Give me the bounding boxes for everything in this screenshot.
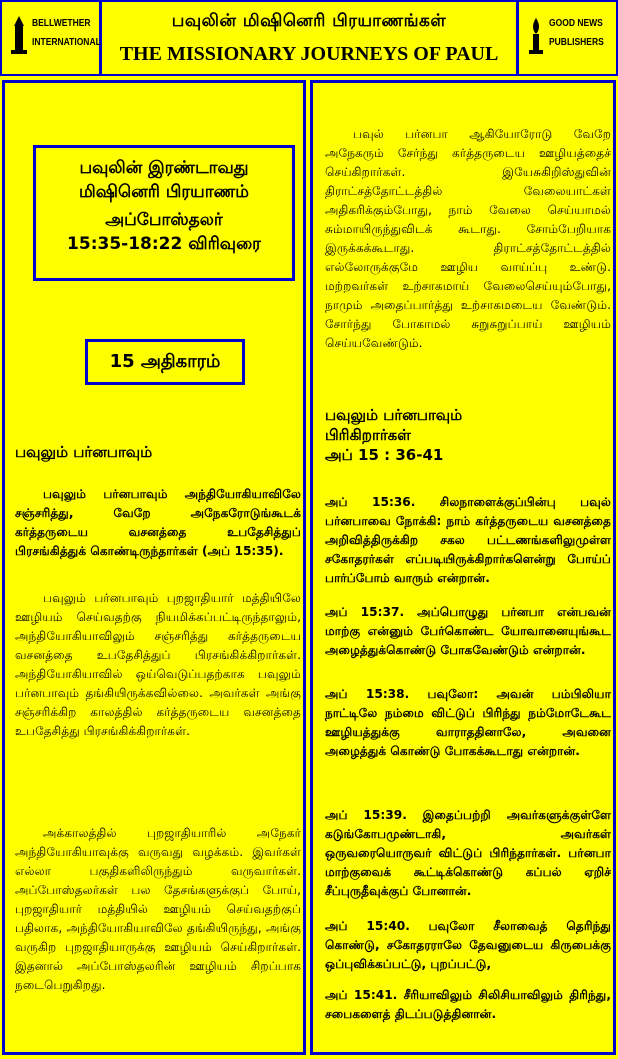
english-title: THE MISSIONARY JOURNEYS OF PAUL [119,43,499,65]
left-logo-line1: BELLWETHER [32,18,91,29]
left-column [2,80,306,1055]
verse-37: அப் 15:37. அப்பொழுது பர்னபா என்பவன் மாற்கு என்னும் பேர்கொண்ட யோவானையுங்கூட அழைத்துக்கொண்டு போகவேண்டும் என்றான். [325,605,611,657]
title-line2: மிஷினெரி பிரயாணம் [79,182,249,202]
page-header [0,0,618,76]
right-logo-line1: GOOD NEWS [549,18,603,29]
left-logo-line2: INTERNATIONAL [32,37,101,48]
verse-40: அப் 15:40. பவுலோ சீலாவைத் தெரிந்து கொண்டு, சகோதரராலே தேவனுடைய கிருபைக்கு ஒப்புவிக்கப்பட்டு, புறப்பட்டு, [325,919,611,971]
verse-36: அப் 15:36. சிலநாளைக்குப்பின்பு பவுல் பர்னபாவை நோக்கி: நாம் கர்த்தருடைய வசனத்தை அறிவித்திருக்கிற சகல பட்டணங்களிலுமுள்ள சகோதரர்கள் எப்படியிருக்கிறார்களென்று போய்ப் பார்ப்போம் வாரும் என்றான். [325,495,611,585]
title-line3: அப்போஸ்தலர் [105,210,223,230]
right-heading-line3: அப் 15 : 36-41 [325,446,444,464]
section-heading: பவுலும் பர்னபாவும் [15,443,153,461]
paragraph-3: அக்காலத்தில் புறஜாதியாரில் அநேகர் அந்தியோகியாவுக்கு வருவது வழக்கம். இவர்கள் எல்லா பகுதிகளிலிருந்தும் வருவார்கள். அப்போஸ்தலர்கள் பல தேசங்களுக்குப் போய், புறஜாதியார் மத்தியில் ஊழியம் செய்வதற்குப் பதிலாக, அந்தியோகியாவிலே தங்கியிருந்து, அங்கு வருகிற புறஜாதியாருக்கு ஊழியம் செய்கிறார்கள். இதனால் அப்போஸ்தலரின் ஊழியம் சிறப்பாக நடைபெறுகிறது. [15,826,301,992]
tamil-title: பவுலின் மிஷினெரி பிரயாணங்கள் [171,11,447,31]
right-heading-line2: பிரிகிறார்கள் [325,426,411,444]
verse-39: அப் 15:39. இதைப்பற்றி அவர்களுக்குள்ளே கடுங்கோபமுண்டாகி, அவர்கள் ஒருவரையொருவர் விட்டுப் பிரிந்தார்கள். பர்னபா மாற்குவைக் கூட்டிக்கொண்டு கப்பல் ஏறிச் சீப்புருதீவுக்குப் போனான். [325,808,611,898]
verse-41: அப் 15:41. சீரியாவிலும் சிலிசியாவிலும் திரிந்து, சபைகளைத் திடப்படுத்தினான். [325,988,611,1021]
paragraph-2: பவுலும் பர்னபாவும் புறஜாதியார் மத்தியிலே ஊழியம் செய்வதற்கு நியமிக்கப்பட்டிருந்தாலும், அந்தியோகியாவிலும் சஞ்சரித்து கர்த்தருடைய வசனத்தை உபதேசித்துப் பிரசங்கிக்கிறார்கள். அந்தியோகியாவில் ஒய்வெடுப்பதற்காக பவுலும் பர்னபாவும் தங்கியிருக்கவில்லை. அவர்கள் அங்கு சஞ்சரிக்கிற காலத்தில் கர்த்தருடைய வசனத்தை உபதேசித்து பிரசங்கிக்கிறார்கள். [15,591,301,738]
header-titles [102,2,516,74]
journey-title-box [33,145,295,281]
lamp-icon [527,16,545,56]
right-paragraph-1: பவுல் பர்னபா ஆகியோரோடு வேறே அநேகரும் சேர்ந்து கர்த்தருடைய ஊழியத்தைச் செய்கிறார்கள். இயேசுகிறிஸ்துவின் திராட்சத்தோட்டத்தில் வேலையாட்கள் அதிகரிக்கும்போது, நாம் வேலை செய்யாமல் சும்மாயிருந்துவிடக் கூடாது. சோம்பேறியாக இருக்கக்கூடாது. திராட்சத்தோட்டத்தில் எல்லோருக்குமே ஊழிய வாய்ப்பு உண்டு. மற்றவர்கள் உற்சாகமாய் வேலைசெய்யும்போது, நாமும் அதைப்பார்த்து உற்சாகமடைய வேண்டும். சோர்ந்து போகாமல் சுறுசுறுப்பாய் ஊழியம் செய்யவேண்டும். [325,127,611,350]
chapter-box: 15 அதிகாரம் [85,339,245,385]
right-heading [325,405,611,465]
paragraph-intro: பவுலும் பர்னபாவும் அந்தியோகியாவிலே சஞ்சரித்து, வேறே அநேகரோடுங்கூடக் கர்த்தருடைய வசனத்தை உபதேசித்துப் பிரசங்கித்துக் கொண்டிருந்தார்கள் (அப் 15:35). [15,487,301,558]
right-column [310,80,616,1055]
bellwether-logo [2,2,102,74]
verse-38: அப் 15:38. பவுலோ: அவன் பம்பிலியா நாட்டிலே நம்மை விட்டுப் பிரிந்து நம்மோடேகூட ஊழியத்துக்கு வாராததினாலே, அவனை அழைத்துக் கொண்டு போகக்கூடாது என்றான். [325,687,611,758]
right-logo-line2: PUBLISHERS [549,37,604,48]
title-line1: பவுலின் இரண்டாவது [79,158,249,178]
title-line4: 15:35-18:22 விரிவுரை [67,234,261,254]
bell-tower-icon [10,16,28,56]
right-heading-word1: பவுலும் பர்னபாவும் [325,406,463,424]
good-news-logo [516,2,616,74]
